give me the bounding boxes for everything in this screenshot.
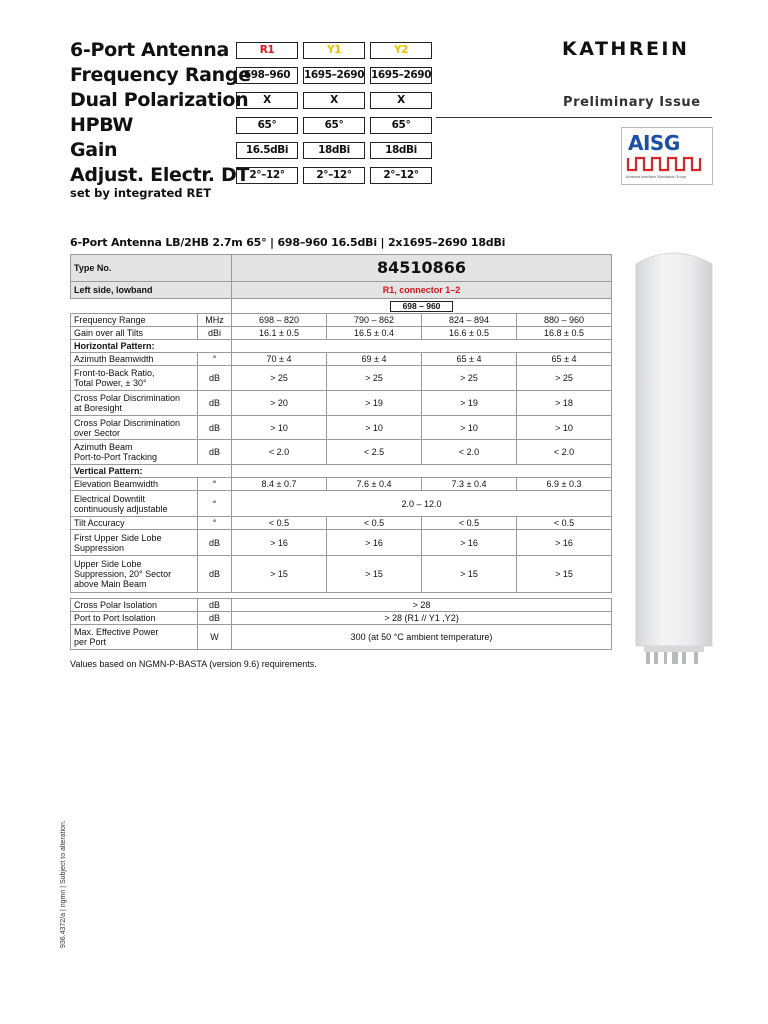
downtilt-y2-cell: 2°–12° <box>370 167 432 184</box>
frequency-y1-cell: 1695–2690 <box>303 67 365 84</box>
value-cell: < 2.0 <box>517 440 612 465</box>
value-cell: > 16 <box>232 530 327 556</box>
unit-cell: dB <box>198 612 232 625</box>
value-cell: > 15 <box>327 556 422 593</box>
row-frequency-range <box>71 314 612 327</box>
header-row-gain <box>236 142 432 159</box>
hpbw-y1-cell: 65° <box>303 117 365 134</box>
unit-cell: ° <box>198 517 232 530</box>
label-cell: Azimuth Beam Port-to-Port Tracking <box>71 440 198 465</box>
unit-cell: dB <box>198 416 232 440</box>
value-cell: > 25 <box>422 366 517 391</box>
label-cell: Cross Polar Isolation <box>71 599 198 612</box>
label-cell: Electrical Downtilt continuously adjustable <box>71 491 198 517</box>
header-row-polarization <box>236 92 432 109</box>
value-cell: < 0.5 <box>232 517 327 530</box>
value-cell: > 16 <box>422 530 517 556</box>
type-no-label: Type No. <box>71 255 232 282</box>
label-cell: First Upper Side Lobe Suppression <box>71 530 198 556</box>
label-hpbw: HPBW <box>70 114 134 136</box>
aisg-logo-text: AISG <box>628 131 680 155</box>
value-cell: 16.1 ± 0.5 <box>232 327 327 340</box>
label-ports: 6-Port Antenna <box>70 39 230 61</box>
row-horizontal-pattern <box>71 340 612 353</box>
hpbw-y2-cell: 65° <box>370 117 432 134</box>
label-cell: Upper Side Lobe Suppression, 20° Sector above Main Beam <box>71 556 198 593</box>
value-cell: > 15 <box>517 556 612 593</box>
unit-cell: dB <box>198 530 232 556</box>
hpbw-r1-cell: 65° <box>236 117 298 134</box>
aisg-foot-text: Antenna Interface Standards Group <box>626 175 686 179</box>
section-label: Horizontal Pattern: <box>71 340 232 353</box>
header-row-hpbw <box>236 117 432 134</box>
connector-label: R1, connector 1–2 <box>232 282 612 299</box>
row-left-side <box>71 282 612 299</box>
value-cell: < 0.5 <box>422 517 517 530</box>
preliminary-issue: Preliminary Issue <box>563 95 701 110</box>
left-side-label: Left side, lowband <box>71 282 232 299</box>
side-reference-text: 936.4372/a | ngmn | Subject to alteration. <box>60 820 67 948</box>
header-subtitle: set by integrated RET <box>70 186 212 200</box>
header-row-downtilt <box>236 167 432 184</box>
value-cell: 300 (at 50 °C ambient temperature) <box>232 625 612 650</box>
row-cross-polar-isolation <box>71 599 612 612</box>
value-cell: > 18 <box>517 391 612 416</box>
unit-cell: ° <box>198 478 232 491</box>
header-row-bands <box>236 42 432 59</box>
row-xpd-sector <box>71 416 612 440</box>
value-cell: > 19 <box>422 391 517 416</box>
value-cell: 7.3 ± 0.4 <box>422 478 517 491</box>
value-cell: < 2.0 <box>232 440 327 465</box>
value-cell: 880 – 960 <box>517 314 612 327</box>
value-cell: 16.6 ± 0.5 <box>422 327 517 340</box>
label-cell: Frequency Range <box>71 314 198 327</box>
label-adjust-electr-dt: Adjust. Electr. DT <box>70 164 250 186</box>
downtilt-y1-cell: 2°–12° <box>303 167 365 184</box>
unit-cell: dB <box>198 440 232 465</box>
value-cell: > 10 <box>327 416 422 440</box>
type-no-value: 84510866 <box>232 255 612 282</box>
aisg-wave-icon <box>626 154 706 172</box>
value-cell: 8.4 ± 0.7 <box>232 478 327 491</box>
frequency-y2-cell: 1695–2690 <box>370 67 432 84</box>
row-max-power <box>71 625 612 650</box>
value-cell: < 2.0 <box>422 440 517 465</box>
polarization-r1-cell: X <box>236 92 298 109</box>
value-cell: > 25 <box>327 366 422 391</box>
value-cell: 69 ± 4 <box>327 353 422 366</box>
unit-cell: dBi <box>198 327 232 340</box>
product-title: 6-Port Antenna LB/2HB 2.7m 65° | 698–960 16.5dBi | 2x1695–2690 18dBi <box>70 236 506 249</box>
row-gain <box>71 327 612 340</box>
value-cell: > 16 <box>327 530 422 556</box>
value-cell: > 10 <box>422 416 517 440</box>
gain-y1-cell: 18dBi <box>303 142 365 159</box>
gain-r1-cell: 16.5dBi <box>236 142 298 159</box>
header-labels <box>70 38 251 188</box>
label-cell: Tilt Accuracy <box>71 517 198 530</box>
row-upper-side-lobe <box>71 556 612 593</box>
downtilt-r1-cell: 2°–12° <box>236 167 298 184</box>
value-cell: > 15 <box>422 556 517 593</box>
row-elevation <box>71 478 612 491</box>
label-cell: Front-to-Back Ratio, Total Power, ± 30° <box>71 366 198 391</box>
value-cell: 65 ± 4 <box>422 353 517 366</box>
unit-cell: dB <box>198 391 232 416</box>
label-cell: Azimuth Beamwidth <box>71 353 198 366</box>
unit-cell: ° <box>198 353 232 366</box>
label-cell: Port to Port Isolation <box>71 612 198 625</box>
label-cell: Cross Polar Discrimination over Sector <box>71 416 198 440</box>
row-type-no <box>71 255 612 282</box>
value-cell: > 25 <box>517 366 612 391</box>
value-cell: < 0.5 <box>517 517 612 530</box>
polarization-y1-cell: X <box>303 92 365 109</box>
value-cell: 2.0 – 12.0 <box>232 491 612 517</box>
band-y1-cell: Y1 <box>303 42 365 59</box>
band-r1-cell: R1 <box>236 42 298 59</box>
row-front-to-back <box>71 366 612 391</box>
value-cell: 16.5 ± 0.4 <box>327 327 422 340</box>
gain-y2-cell: 18dBi <box>370 142 432 159</box>
value-cell: 70 ± 4 <box>232 353 327 366</box>
value-cell: < 0.5 <box>327 517 422 530</box>
value-cell: > 20 <box>232 391 327 416</box>
unit-cell: dB <box>198 556 232 593</box>
antenna-image <box>634 246 714 666</box>
unit-cell: ° <box>198 491 232 517</box>
row-band <box>71 299 612 314</box>
label-dual-polarization: Dual Polarization <box>70 89 249 111</box>
row-vertical-pattern <box>71 465 612 478</box>
band-y2-cell: Y2 <box>370 42 432 59</box>
header-row-frequency <box>236 67 432 84</box>
value-cell: > 19 <box>327 391 422 416</box>
spec-table <box>70 254 612 650</box>
row-azimuth <box>71 353 612 366</box>
unit-cell: dB <box>198 599 232 612</box>
footnote: Values based on NGMN-P-BASTA (version 9.6) requirements. <box>70 659 317 669</box>
value-cell: 65 ± 4 <box>517 353 612 366</box>
value-cell: > 10 <box>232 416 327 440</box>
section-label: Vertical Pattern: <box>71 465 232 478</box>
label-cell: Elevation Beamwidth <box>71 478 198 491</box>
label-cell: Gain over all Tilts <box>71 327 198 340</box>
value-cell: > 28 <box>232 599 612 612</box>
unit-cell: dB <box>198 366 232 391</box>
unit-cell: W <box>198 625 232 650</box>
value-cell: 698 – 820 <box>232 314 327 327</box>
polarization-y2-cell: X <box>370 92 432 109</box>
band-box: 698 – 960 <box>390 301 454 312</box>
label-gain: Gain <box>70 139 118 161</box>
header-divider <box>436 117 712 118</box>
unit-cell: MHz <box>198 314 232 327</box>
value-cell: > 10 <box>517 416 612 440</box>
value-cell: 7.6 ± 0.4 <box>327 478 422 491</box>
value-cell: 790 – 862 <box>327 314 422 327</box>
value-cell: 6.9 ± 0.3 <box>517 478 612 491</box>
value-cell: < 2.5 <box>327 440 422 465</box>
value-cell: > 25 <box>232 366 327 391</box>
value-cell: > 15 <box>232 556 327 593</box>
value-cell: > 28 (R1 // Y1 ,Y2) <box>232 612 612 625</box>
row-first-side-lobe <box>71 530 612 556</box>
row-port-tracking <box>71 440 612 465</box>
label-cell: Cross Polar Discrimination at Boresight <box>71 391 198 416</box>
value-cell: 824 – 894 <box>422 314 517 327</box>
row-tilt-accuracy <box>71 517 612 530</box>
label-frequency-range: Frequency Range <box>70 64 251 86</box>
value-cell: 16.8 ± 0.5 <box>517 327 612 340</box>
row-downtilt <box>71 491 612 517</box>
row-xpd-boresight <box>71 391 612 416</box>
kathrein-logo: KATHREIN <box>562 38 690 60</box>
value-cell: > 16 <box>517 530 612 556</box>
frequency-r1-cell: 698–960 <box>236 67 298 84</box>
row-port-isolation <box>71 612 612 625</box>
aisg-logo <box>621 127 713 185</box>
label-cell: Max. Effective Power per Port <box>71 625 198 650</box>
